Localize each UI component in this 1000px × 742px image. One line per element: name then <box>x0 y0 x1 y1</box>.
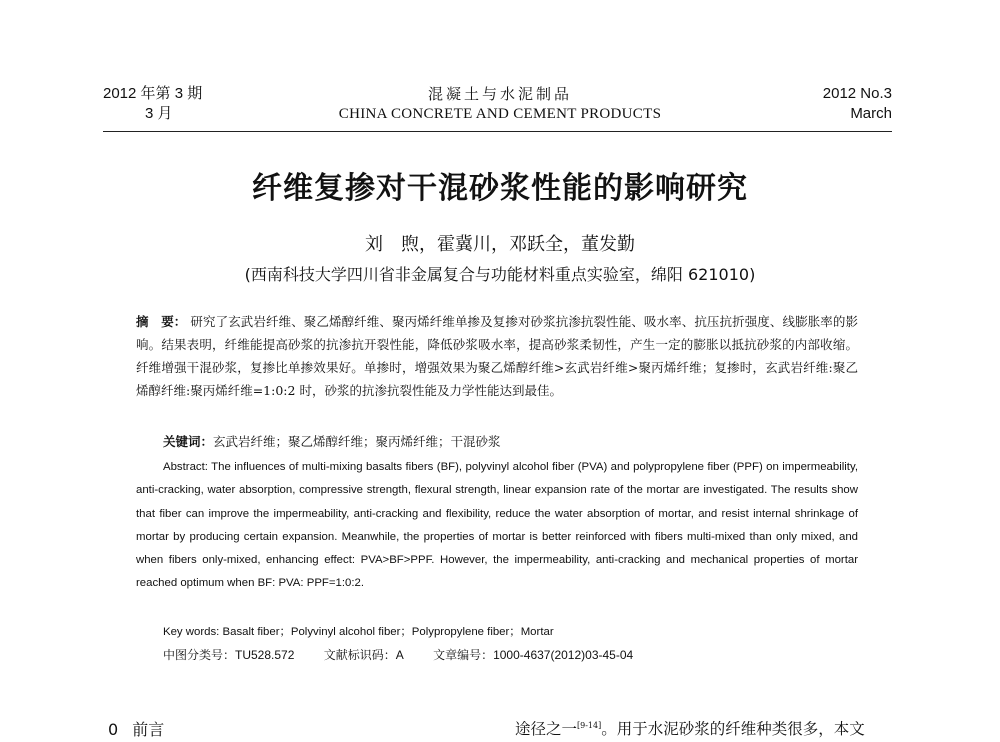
article-title: 纤维复掺对干混砂浆性能的影响研究 <box>252 171 748 206</box>
keywords-cn-text: 玄武岩纤维；聚乙烯醇纤维；聚丙烯纤维；干混砂浆 <box>213 434 501 449</box>
month-en: March <box>850 105 892 122</box>
journal-name-cn: 混凝土与水泥制品 <box>427 85 572 103</box>
section-title: 前言 <box>132 720 165 739</box>
classification-line <box>163 646 659 663</box>
section-number: 0 <box>108 720 119 739</box>
section-heading <box>108 717 164 740</box>
abstract-cn-label: 摘 要： <box>136 314 187 329</box>
document-code: 文献标识码：A <box>323 648 404 662</box>
header-left <box>103 84 202 124</box>
journal-name <box>300 84 700 124</box>
abstract-cn <box>136 310 858 402</box>
month-cn: 3 月 <box>145 105 173 122</box>
body-text <box>515 717 865 739</box>
clc-number: 中图分类号：TU528.572 <box>163 648 295 662</box>
keywords-cn-label: 关键词： <box>163 434 214 449</box>
affiliation: (西南科技大学四川省非金属复合与功能材料重点实验室，绵阳 621010) <box>244 265 756 284</box>
abstract-en: Abstract: The influences of multi-mixing basalts fibers (BF), polyvinyl alcohol fiber (PVA) and polypropylene fiber (PPF) on impermeability, anti-cracking, water absorption, compressive strength, flexural strength, linear expansion rate of the mortar are investigated. The results show that fiber can improve the impermeability, anti-cracking and flexibility, reduce the water absorption of mortar, and resist internal shrinkage of mortar by producing certain expansion. Meanwhile, the properties of mortar is better reinforced with fibers multi-mixed than only mixed, and when fibers only-mixed, enhancing effect: PVA>BF>PPF. However, the impermeability, anti-cracking and mechanical properties of mortar reached optimum when BF: PVA: PPF=1:0:2. <box>136 461 858 590</box>
article-number: 文章编号：1000-4637(2012)03-45-04 <box>433 648 634 662</box>
keywords-cn <box>163 432 501 450</box>
journal-name-en: CHINA CONCRETE AND CEMENT PRODUCTS <box>338 106 662 122</box>
body-text-pre: 途径之一 <box>515 720 578 738</box>
authors: 刘 煦，霍冀川，邓跃全，董发勤 <box>365 234 635 255</box>
header-rule <box>103 131 892 132</box>
citation-ref: [9-14] <box>577 720 602 730</box>
issue-en: 2012 No.3 <box>822 85 892 102</box>
keywords-en: Key words: Basalt fiber；Polyvinyl alcohol fiber；Polypropylene fiber；Mortar <box>163 626 554 638</box>
issue-cn: 2012 年第 3 期 <box>103 85 203 102</box>
body-text-post: 。用于水泥砂浆的纤维种类很多，本文 <box>601 720 865 738</box>
abstract-cn-text: 研究了玄武岩纤维、聚乙烯醇纤维、聚丙烯纤维单掺及复掺对砂浆抗渗抗裂性能、吸水率、抗压抗折强度、线膨胀率的影响。结果表明，纤维能提高砂浆的抗渗抗开裂性能，降低砂浆吸水率，提高砂浆柔韧性，产生一定的膨胀以抵抗砂浆的内部收缩。纤维增强干混砂浆，复掺比单掺效果好。单掺时，增强效果为聚乙烯醇纤维>玄武岩纤维>聚丙烯纤维；复掺时，玄武岩纤维:聚乙烯醇纤维:聚丙烯纤维=1:0:2 时，砂浆的抗渗抗裂性能及力学性能达到最佳。 <box>136 314 858 398</box>
header-right <box>823 84 892 124</box>
